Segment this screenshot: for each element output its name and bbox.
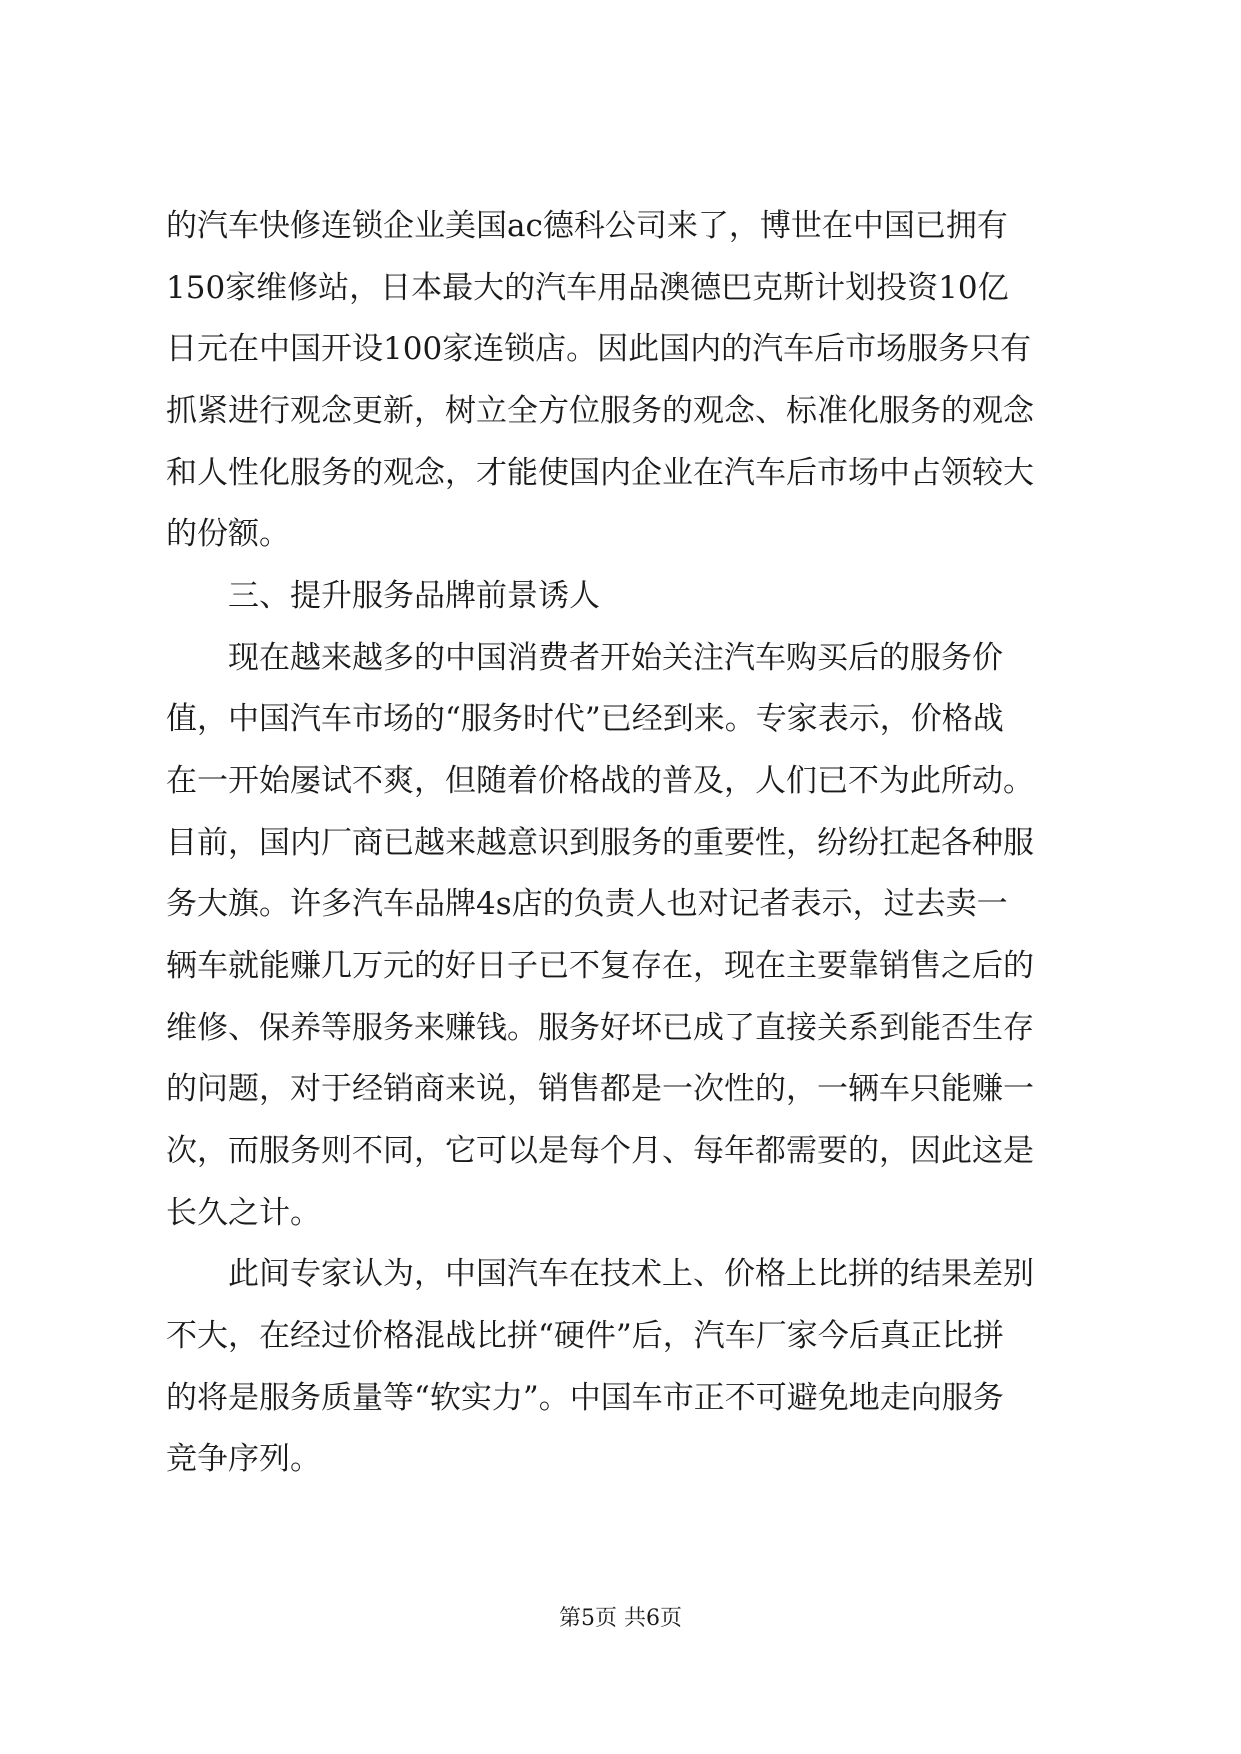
body-text-line: 不大，在经过价格混战比拼“硬件”后，汽车厂家今后真正比拼 (166, 1318, 1004, 1354)
body-text-line: 的份额。 (166, 516, 290, 552)
body-text-line: 和人性化服务的观念，才能使国内企业在汽车后市场中占领较大 (166, 455, 1034, 491)
body-text-line: 辆车就能赚几万元的好日子已不复存在，现在主要靠销售之后的 (166, 948, 1034, 984)
body-text-line: 维修、保养等服务来赚钱。服务好坏已成了直接关系到能否生存 (166, 1010, 1034, 1046)
body-text-line: 竞争序列。 (166, 1441, 321, 1477)
body-text-line: 抓紧进行观念更新，树立全方位服务的观念、标准化服务的观念 (166, 393, 1034, 429)
body-text-line: 目前，国内厂商已越来越意识到服务的重要性，纷纷扛起各种服 (166, 825, 1034, 861)
body-text-line: 此间专家认为，中国汽车在技术上、价格上比拼的结果差别 (228, 1256, 1034, 1292)
body-text-line: 150家维修站，日本最大的汽车用品澳德巴克斯计划投资10亿 (166, 270, 1009, 306)
body-text-line: 的汽车快修连锁企业美国ac德科公司来了，博世在中国已拥有 (166, 208, 1008, 244)
body-text-line: 值，中国汽车市场的“服务时代”已经到来。专家表示，价格战 (166, 701, 1004, 737)
body-text-line: 次，而服务则不同，它可以是每个月、每年都需要的，因此这是 (166, 1133, 1034, 1169)
body-text-line: 的将是服务质量等“软实力”。中国车市正不可避免地走向服务 (166, 1380, 1004, 1416)
body-text-line: 长久之计。 (166, 1195, 321, 1231)
body-text-line: 现在越来越多的中国消费者开始关注汽车购买后的服务价 (228, 640, 1003, 676)
body-text-line: 日元在中国开设100家连锁店。因此国内的汽车后市场服务只有 (166, 331, 1032, 367)
body-text-line: 的问题，对于经销商来说，销售都是一次性的，一辆车只能赚一 (166, 1071, 1034, 1107)
body-text-line: 在一开始屡试不爽，但随着价格战的普及，人们已不为此所动。 (166, 763, 1034, 799)
body-text-line: 务大旗。许多汽车品牌4s店的负责人也对记者表示，过去卖一 (166, 886, 1008, 922)
section-heading: 三、提升服务品牌前景诱人 (228, 578, 600, 614)
page-number-footer: 第5页 共6页 (559, 1606, 682, 1631)
